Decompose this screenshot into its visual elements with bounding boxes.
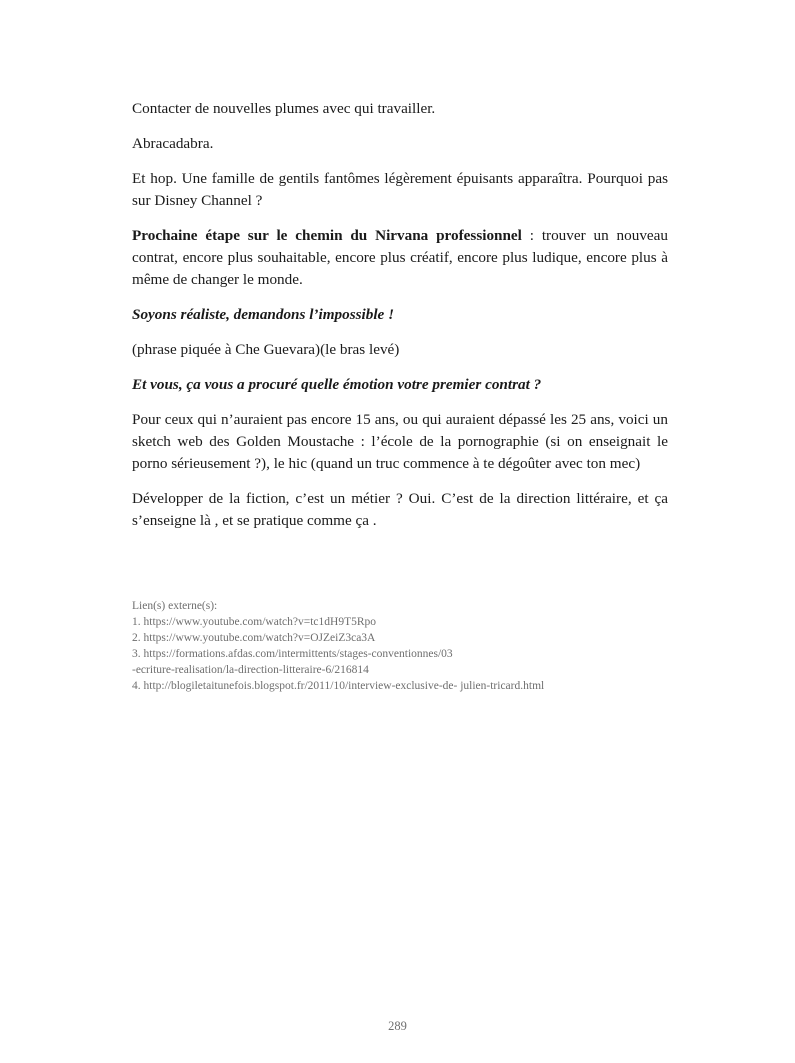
paragraph-soyons-realiste: Soyons réaliste, demandons l’impossible ! <box>132 306 395 323</box>
prochaine-etape-bold: Prochaine étape sur le chemin du Nirvana professionnel <box>132 227 522 244</box>
paragraph-golden-moustache: Pour ceux qui n’auraient pas encore 15 ans, ou qui auraient dépassé les 25 ans, voici un sketch web des Golden Moustache : l’école de la pornographie (si on enseignait le porno sérieusement ?), le hic (quand un truc commence à te dégoûter avec ton mec) <box>132 411 668 472</box>
paragraph-che-guevara: (phrase piquée à Che Guevara)(le bras levé) <box>132 341 400 358</box>
external-links <box>132 598 692 694</box>
paragraph-fiction-metier: Développer de la fiction, c’est un métier ? Oui. C’est de la direction littéraire, et ça s’enseigne là , et se pratique comme ça . <box>132 490 668 529</box>
prochaine-etape-rest: : trouver un nouveau contrat, encore plus souhaitable, encore plus créatif, encore plus ludique, encore plus à même de changer le monde. <box>132 227 669 288</box>
external-links-heading: Lien(s) externe(s): <box>132 600 218 612</box>
external-link-4[interactable]: 4. http://blogiletaitunefois.blogspot.fr/2011/10/interview-exclusive-de- julien-tricard.html <box>132 680 545 692</box>
external-link-2[interactable]: 2. https://www.youtube.com/watch?v=OJZeiZ3ca3A <box>132 632 376 644</box>
paragraph-famille-fantomes: Et hop. Une famille de gentils fantômes légèrement épuisants apparaîtra. Pourquoi pas sur Disney Channel ? <box>132 170 668 209</box>
paragraph-abracadabra: Abracadabra. <box>132 135 214 152</box>
page-body <box>132 98 668 532</box>
page-number: 289 <box>388 1019 407 1033</box>
external-link-3[interactable]: 3. https://formations.afdas.com/intermittents/stages-conventionnes/03 <box>132 648 453 660</box>
paragraph-contacter: Contacter de nouvelles plumes avec qui travailler. <box>132 100 436 117</box>
paragraph-prochaine-etape <box>132 225 668 291</box>
external-link-3-continued[interactable]: -ecriture-realisation/la-direction-litteraire-6/216814 <box>132 664 369 676</box>
external-link-1[interactable]: 1. https://www.youtube.com/watch?v=tc1dH9T5Rpo <box>132 616 377 628</box>
paragraph-question-emotion: Et vous, ça vous a procuré quelle émotion votre premier contrat ? <box>132 376 542 393</box>
